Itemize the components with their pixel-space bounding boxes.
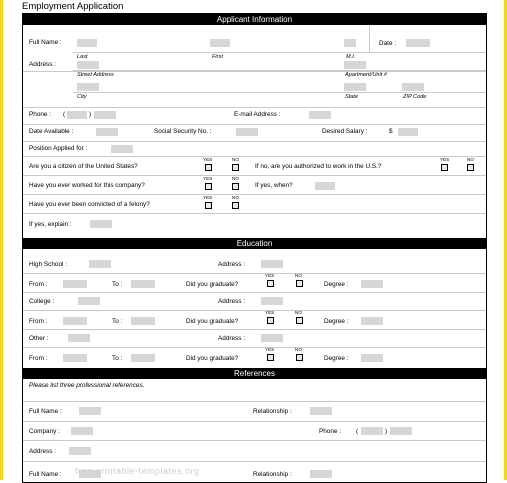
underline bbox=[73, 70, 486, 71]
section-header-education: Education bbox=[23, 238, 486, 249]
reference-phone-label: Phone : bbox=[319, 428, 342, 435]
yes-caption: YES bbox=[265, 310, 275, 315]
no-caption: NO bbox=[295, 310, 302, 315]
underline bbox=[73, 52, 486, 53]
reference-1-area-code-input[interactable] bbox=[361, 427, 383, 435]
mi-input[interactable] bbox=[344, 39, 356, 47]
reference-address-label: Address : bbox=[29, 448, 56, 455]
high-school-input[interactable] bbox=[89, 260, 111, 268]
relationship-label: Relationship : bbox=[253, 471, 292, 478]
graduate-question: Did you graduate? bbox=[186, 281, 239, 288]
other-dates-row bbox=[23, 347, 486, 368]
zip-caption: ZIP Code bbox=[403, 94, 427, 100]
underline bbox=[73, 92, 486, 93]
worked-no-checkbox[interactable] bbox=[232, 183, 239, 190]
zip-input[interactable] bbox=[402, 83, 424, 91]
desired-salary-label: Desired Salary : bbox=[322, 128, 368, 135]
phone-area-code-input[interactable] bbox=[67, 111, 87, 119]
yes-caption: YES bbox=[265, 347, 275, 352]
degree-label: Degree : bbox=[324, 318, 349, 325]
reference-1-company-input[interactable] bbox=[71, 427, 93, 435]
no-caption: NO bbox=[295, 347, 302, 352]
address-row bbox=[23, 59, 486, 108]
high-school-graduate-yes-checkbox[interactable] bbox=[267, 280, 274, 287]
citizen-no-checkbox[interactable] bbox=[232, 164, 239, 171]
felony-no-checkbox[interactable] bbox=[232, 202, 239, 209]
high-school-dates-row bbox=[23, 273, 486, 293]
other-degree-input[interactable] bbox=[361, 354, 383, 362]
college-row bbox=[23, 292, 486, 311]
other-row bbox=[23, 329, 486, 348]
availability-row bbox=[23, 124, 486, 142]
authorized-question: If no, are you authorized to work in the U.S.? bbox=[255, 163, 382, 170]
college-label: College : bbox=[29, 298, 55, 305]
college-address-input[interactable] bbox=[261, 297, 283, 305]
worked-yes-checkbox[interactable] bbox=[205, 183, 212, 190]
yes-caption: YES bbox=[203, 176, 213, 181]
phone-open-paren: ( bbox=[356, 428, 359, 435]
reference-1-company-row bbox=[23, 421, 486, 441]
date-available-input[interactable] bbox=[96, 128, 118, 136]
from-label: From : bbox=[29, 318, 48, 325]
graduate-question: Did you graduate? bbox=[186, 318, 239, 325]
citizen-yes-checkbox[interactable] bbox=[205, 164, 212, 171]
reference-2-relationship-input[interactable] bbox=[310, 470, 332, 478]
divider bbox=[369, 25, 370, 53]
dollar-sign: $ bbox=[389, 128, 393, 135]
full-name-label: Full Name : bbox=[29, 39, 62, 46]
email-label: E-mail Address : bbox=[234, 111, 281, 118]
address-label: Address : bbox=[29, 61, 56, 68]
explain-row bbox=[23, 213, 486, 238]
high-school-degree-input[interactable] bbox=[361, 280, 383, 288]
other-to-input[interactable] bbox=[131, 354, 155, 362]
felony-question: Have you ever been convicted of a felony? bbox=[29, 201, 150, 208]
ssn-label: Social Security No. : bbox=[154, 128, 212, 135]
felony-row bbox=[23, 194, 486, 214]
yes-caption: YES bbox=[265, 273, 275, 278]
worked-row bbox=[23, 175, 486, 195]
state-input[interactable] bbox=[344, 83, 366, 91]
no-caption: NO bbox=[232, 195, 239, 200]
references-intro-row bbox=[23, 379, 486, 402]
other-from-input[interactable] bbox=[63, 354, 87, 362]
college-to-input[interactable] bbox=[131, 317, 155, 325]
degree-label: Degree : bbox=[324, 281, 349, 288]
state-caption: State bbox=[345, 94, 359, 100]
city-caption: City bbox=[77, 94, 87, 100]
no-caption: NO bbox=[467, 157, 474, 162]
reference-1-name-row bbox=[23, 401, 486, 422]
position-input[interactable] bbox=[111, 145, 133, 153]
college-dates-row bbox=[23, 310, 486, 330]
other-graduate-yes-checkbox[interactable] bbox=[267, 354, 274, 361]
citizen-question: Are you a citizen of the United States? bbox=[29, 163, 138, 170]
degree-label: Degree : bbox=[324, 355, 349, 362]
first-caption: First bbox=[212, 54, 223, 60]
mi-caption: M.I. bbox=[346, 54, 356, 60]
form-title: Employment Application bbox=[22, 1, 124, 12]
email-input[interactable] bbox=[309, 111, 331, 119]
other-graduate-no-checkbox[interactable] bbox=[296, 354, 303, 361]
references-intro: Please list three professional references. bbox=[29, 382, 145, 389]
authorized-yes-checkbox[interactable] bbox=[441, 164, 448, 171]
employment-application-form bbox=[22, 13, 487, 483]
phone-close-paren: ) bbox=[89, 111, 92, 118]
to-label: To : bbox=[112, 281, 123, 288]
phone-open-paren: ( bbox=[63, 111, 66, 118]
explain-input[interactable] bbox=[90, 220, 112, 228]
city-input[interactable] bbox=[77, 83, 99, 91]
yes-caption: YES bbox=[203, 157, 213, 162]
phone-number-input[interactable] bbox=[94, 111, 116, 119]
high-school-graduate-no-checkbox[interactable] bbox=[296, 280, 303, 287]
college-graduate-no-checkbox[interactable] bbox=[296, 317, 303, 324]
street-caption: Street Address bbox=[77, 72, 114, 78]
watermark: free-printable-templates.org bbox=[75, 466, 200, 476]
other-school-input[interactable] bbox=[68, 334, 90, 342]
no-caption: NO bbox=[295, 273, 302, 278]
last-caption: Last bbox=[77, 54, 88, 60]
date-available-label: Date Available : bbox=[29, 128, 74, 135]
high-school-from-input[interactable] bbox=[63, 280, 87, 288]
relationship-label: Relationship : bbox=[253, 408, 292, 415]
when-input[interactable] bbox=[315, 182, 335, 190]
explain-label: If yes, explain : bbox=[29, 221, 72, 228]
phone-close-paren: ) bbox=[385, 428, 388, 435]
reference-1-name-input[interactable] bbox=[79, 407, 101, 415]
from-label: From : bbox=[29, 281, 48, 288]
college-degree-input[interactable] bbox=[361, 317, 383, 325]
reference-full-name-label: Full Name : bbox=[29, 408, 62, 415]
desired-salary-input[interactable] bbox=[398, 128, 418, 136]
apartment-input[interactable] bbox=[344, 61, 366, 69]
when-question: If yes, when? bbox=[255, 182, 293, 189]
citizen-row bbox=[23, 156, 486, 176]
street-address-input[interactable] bbox=[77, 61, 99, 69]
reference-1-address-input[interactable] bbox=[69, 447, 91, 455]
phone-label: Phone : bbox=[29, 111, 52, 118]
high-school-address-label: Address : bbox=[218, 261, 245, 268]
position-label: Position Applied for : bbox=[29, 145, 88, 152]
other-address-input[interactable] bbox=[261, 334, 283, 342]
yes-caption: YES bbox=[440, 157, 450, 162]
to-label: To : bbox=[112, 355, 123, 362]
reference-1-relationship-input[interactable] bbox=[310, 407, 332, 415]
college-from-input[interactable] bbox=[63, 317, 87, 325]
college-address-label: Address : bbox=[218, 298, 245, 305]
company-label: Company : bbox=[29, 428, 60, 435]
high-school-label: High School : bbox=[29, 261, 68, 268]
authorized-no-checkbox[interactable] bbox=[467, 164, 474, 171]
reference-full-name-label: Full Name : bbox=[29, 471, 62, 478]
other-label: Other : bbox=[29, 335, 49, 342]
apt-caption: Apartment/Unit # bbox=[345, 72, 387, 78]
ssn-input[interactable] bbox=[236, 128, 258, 136]
date-label: Date : bbox=[379, 40, 397, 47]
college-input[interactable] bbox=[78, 297, 100, 305]
high-school-row bbox=[23, 249, 486, 274]
last-name-input[interactable] bbox=[77, 39, 97, 47]
reference-1-address-row bbox=[23, 440, 486, 462]
high-school-to-input[interactable] bbox=[131, 280, 155, 288]
felony-yes-checkbox[interactable] bbox=[205, 202, 212, 209]
high-school-address-input[interactable] bbox=[261, 260, 283, 268]
yes-caption: YES bbox=[203, 195, 213, 200]
position-row bbox=[23, 141, 486, 157]
section-header-applicant: Applicant Information bbox=[23, 14, 486, 25]
no-caption: NO bbox=[232, 176, 239, 181]
no-caption: NO bbox=[232, 157, 239, 162]
section-header-references: References bbox=[23, 368, 486, 379]
to-label: To : bbox=[112, 318, 123, 325]
reference-1-phone-input[interactable] bbox=[390, 427, 412, 435]
first-name-input[interactable] bbox=[210, 39, 230, 47]
worked-question: Have you ever worked for this company? bbox=[29, 182, 145, 189]
other-address-label: Address : bbox=[218, 335, 245, 342]
from-label: From : bbox=[29, 355, 48, 362]
date-input[interactable] bbox=[406, 39, 430, 47]
phone-row bbox=[23, 107, 486, 125]
college-graduate-yes-checkbox[interactable] bbox=[267, 317, 274, 324]
graduate-question: Did you graduate? bbox=[186, 355, 239, 362]
